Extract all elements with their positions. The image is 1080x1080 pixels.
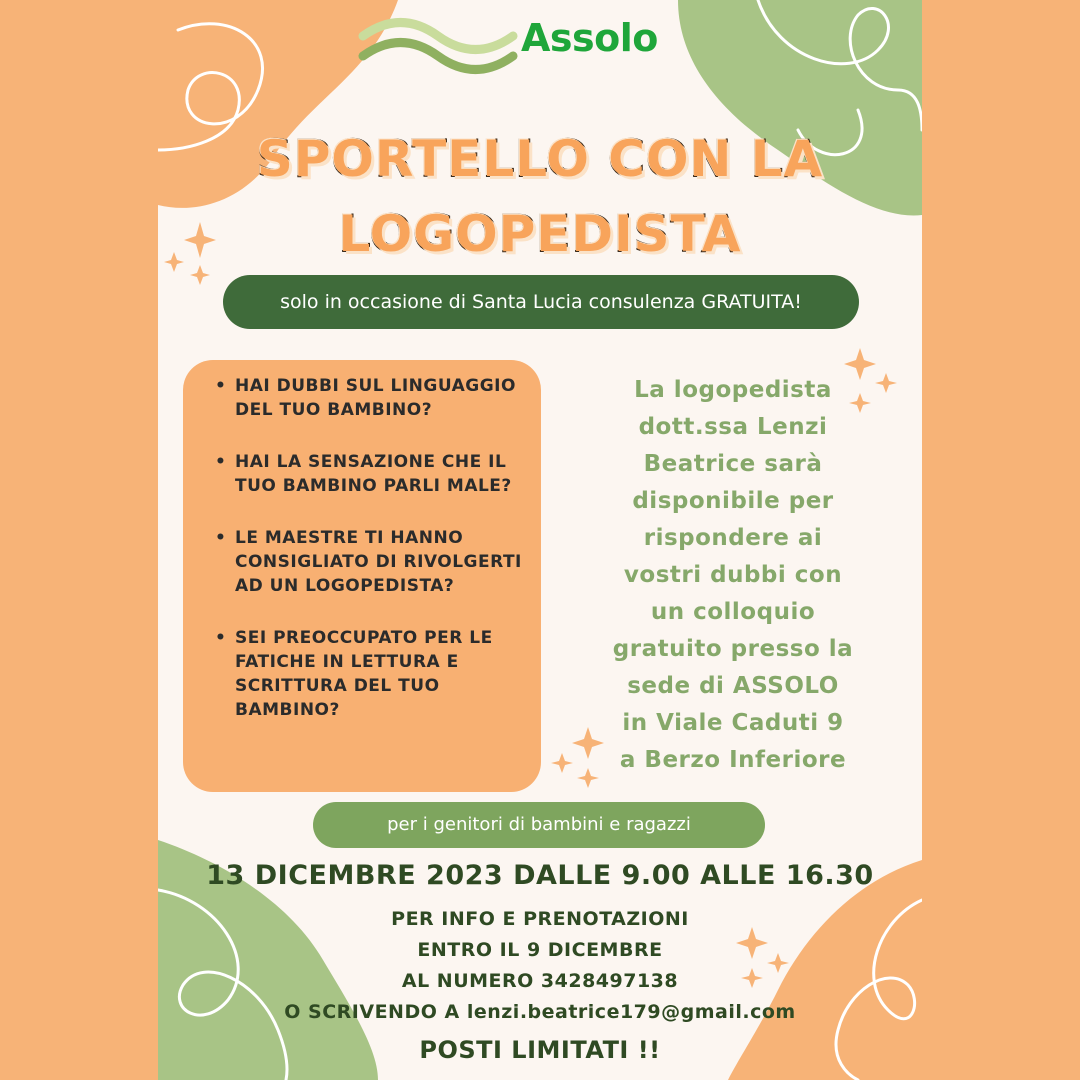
- info-line: gratuito presso la: [612, 636, 854, 662]
- info-paragraph: [598, 372, 868, 779]
- info-line: La logopedista: [634, 377, 832, 403]
- question-item: • HAI LA SENSAZIONE CHE IL TUO BAMBINO PARLI MALE?: [235, 450, 535, 498]
- question-item: • LE MAESTRE TI HANNO CONSIGLIATO DI RIVOLGERTI AD UN LOGOPEDISTA?: [235, 526, 535, 598]
- info-line: un colloquio: [650, 599, 816, 625]
- info-line: in Viale Caduti 9: [622, 710, 844, 736]
- contact-email: O SCRIVENDO A lenzi.beatrice179@gmail.com: [284, 1001, 796, 1023]
- contact-phone: AL NUMERO 3428497138: [401, 970, 679, 992]
- contact-info: [158, 904, 922, 1028]
- limited-seats-notice: POSTI LIMITATI !!: [419, 1036, 661, 1064]
- brand-logo-text: Assolo: [521, 16, 658, 60]
- title-line-2: LOGOPEDISTA: [338, 205, 742, 263]
- poster: [158, 0, 922, 1080]
- questions-list: [183, 360, 541, 722]
- contact-line: PER INFO E PRENOTAZIONI: [391, 908, 689, 930]
- free-consultation-banner: solo in occasione di Santa Lucia consulenza GRATUITA!: [223, 275, 859, 329]
- question-item: • HAI DUBBI SUL LINGUAGGIO DEL TUO BAMBINO?: [235, 374, 535, 422]
- info-line: rispondere ai: [643, 525, 823, 551]
- event-date: 13 DICEMBRE 2023 DALLE 9.00 ALLE 16.30: [206, 860, 874, 891]
- info-line: Beatrice sarà: [643, 451, 823, 477]
- info-line: a Berzo Inferiore: [619, 747, 847, 773]
- contact-line: ENTRO IL 9 DICEMBRE: [417, 939, 663, 961]
- info-line: sede di ASSOLO: [627, 673, 839, 699]
- questions-box: [183, 360, 541, 792]
- info-line: disponibile per: [632, 488, 834, 514]
- info-line: dott.ssa Lenzi: [638, 414, 828, 440]
- info-line: vostri dubbi con: [623, 562, 843, 588]
- question-item: • SEI PREOCCUPATO PER LE FATICHE IN LETTURA E SCRITTURA DEL TUO BAMBINO?: [235, 626, 535, 722]
- title-line-1: SPORTELLO CON LA: [256, 130, 824, 188]
- audience-banner: per i genitori di bambini e ragazzi: [313, 802, 765, 848]
